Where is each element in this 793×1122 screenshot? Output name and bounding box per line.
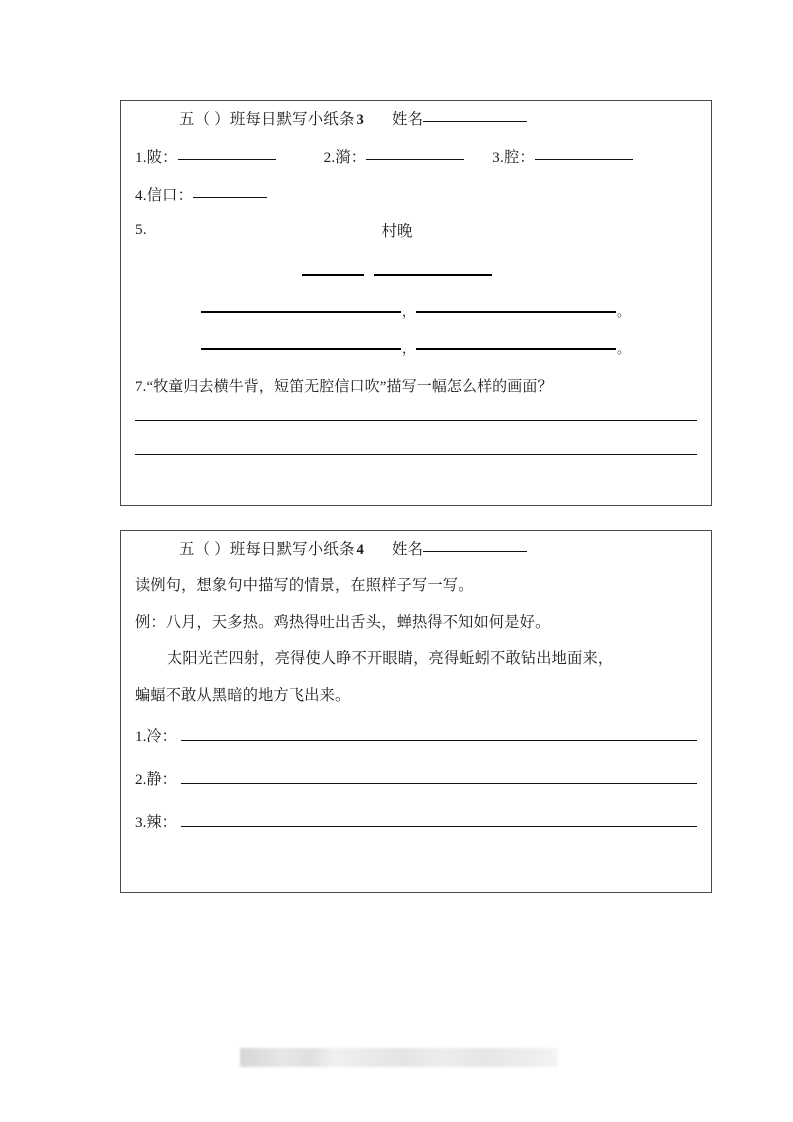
poem-author-blank[interactable] xyxy=(374,265,492,276)
fill-1-label: 冷： xyxy=(146,728,177,746)
card-2-content xyxy=(121,531,711,832)
item-4-blank[interactable] xyxy=(193,186,267,198)
poem-line-2 xyxy=(135,338,697,357)
card-1-number: 3 xyxy=(356,112,365,128)
question-7-answer-line-1[interactable] xyxy=(135,420,697,421)
fill-row-1 xyxy=(135,725,697,746)
item-3-blank[interactable] xyxy=(535,148,633,160)
question-7-row xyxy=(135,375,697,396)
fill-row-3 xyxy=(135,811,697,832)
item-2-label: 漪： xyxy=(335,149,367,167)
card-2-name-blank[interactable] xyxy=(423,540,527,552)
item-1-label: 陂： xyxy=(146,149,178,167)
question-7-text: “牧童归去横牛背，短笛无腔信口吹”描写一幅怎么样的画面？ xyxy=(146,379,553,396)
poem-line-2-comma: ， xyxy=(401,341,415,357)
card-1-name-label: 姓名 xyxy=(392,111,424,128)
fill-row-2 xyxy=(135,768,697,789)
item-3-number: 3. xyxy=(492,149,504,167)
card-2-name-label: 姓名 xyxy=(392,541,424,558)
card-1-content xyxy=(121,101,711,455)
card-1-title: 五（ ）班每日默写小纸条 xyxy=(179,111,355,128)
item-1-blank[interactable] xyxy=(178,148,276,160)
poem-line-1-blank-a[interactable] xyxy=(201,302,401,313)
item-2-blank[interactable] xyxy=(366,148,464,160)
example-label-text: 例：八月，天多热。鸡热得吐出舌头，蝉热得不知如何是好。 xyxy=(135,614,551,632)
worksheet-card-2 xyxy=(120,530,712,893)
fill-3-label: 辣： xyxy=(146,814,177,832)
card-2-title: 五（ ）班每日默写小纸条 xyxy=(179,541,355,558)
card-1-item-4-row xyxy=(135,186,697,204)
footer-watermark-redacted xyxy=(240,1048,558,1067)
poem-line-2-blank-b[interactable] xyxy=(416,339,616,350)
card-1-header xyxy=(135,110,697,128)
card-1-items-row xyxy=(135,148,697,166)
poem-number: 5. xyxy=(135,221,147,239)
poem-line-2-blank-a[interactable] xyxy=(201,339,401,350)
fill-2-number: 2. xyxy=(135,771,147,789)
card-2-number: 4 xyxy=(356,542,365,558)
poem-line-1 xyxy=(135,301,697,320)
fill-2-blank[interactable] xyxy=(181,772,697,784)
poem-line-1-blank-b[interactable] xyxy=(416,302,616,313)
fill-3-blank[interactable] xyxy=(181,815,697,827)
example-body-line-2: 蝙蝠不敢从黑暗的地方飞出来。 xyxy=(135,687,351,705)
example-body-line-1: 太阳光芒四射，亮得使人睁不开眼睛，亮得蚯蚓不敢钻出地面来， xyxy=(167,650,614,668)
question-7-number: 7. xyxy=(135,379,147,396)
poem-title: 村晚 xyxy=(381,223,413,241)
item-4-label: 信口： xyxy=(146,187,193,205)
question-7-answer-line-2[interactable] xyxy=(135,454,697,455)
card-1-name-blank[interactable] xyxy=(423,110,527,122)
fill-2-label: 静： xyxy=(146,771,177,789)
fill-1-number: 1. xyxy=(135,728,147,746)
card-2-header xyxy=(135,540,697,558)
fill-1-blank[interactable] xyxy=(181,729,697,741)
item-1-number: 1. xyxy=(135,149,147,167)
poem-dynasty-blank[interactable] xyxy=(302,265,364,276)
instruction-text: 读例句，想象句中描写的情景，在照样子写一写。 xyxy=(135,577,474,595)
fill-3-number: 3. xyxy=(135,814,147,832)
poem-line-1-comma: ， xyxy=(401,304,415,320)
poem-line-1-period: 。 xyxy=(617,304,631,320)
item-3-label: 腔： xyxy=(503,149,535,167)
item-4-number: 4. xyxy=(135,187,147,205)
poem-line-2-period: 。 xyxy=(617,341,631,357)
poem-author-row xyxy=(135,263,697,281)
item-2-number: 2. xyxy=(323,149,336,167)
worksheet-card-1 xyxy=(120,100,712,506)
